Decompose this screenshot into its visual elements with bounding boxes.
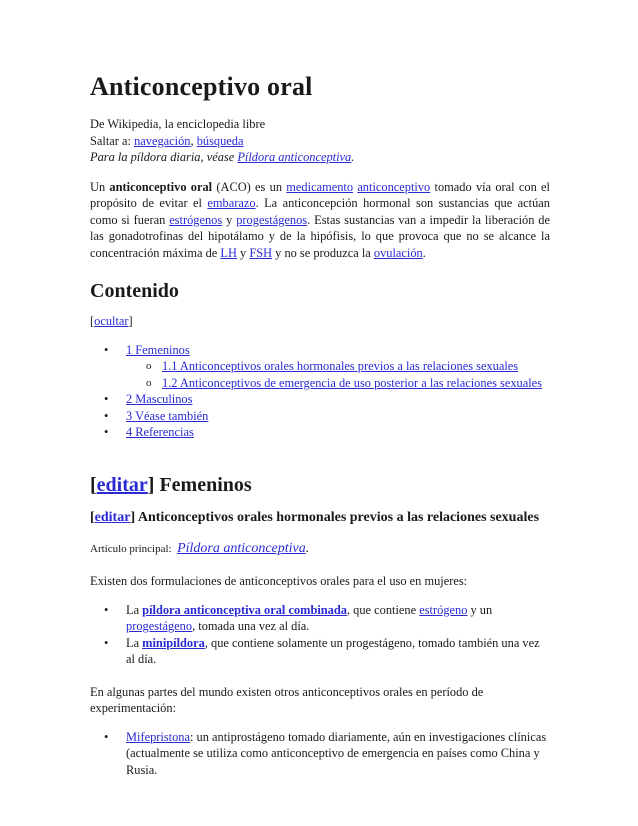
main-article-suffix: . [305, 540, 310, 556]
toc-link-referencias[interactable]: 4 Referencias [126, 425, 194, 439]
bullet-icon: • [104, 392, 109, 406]
toc-item [90, 391, 550, 408]
bullet-icon: • [104, 602, 109, 617]
main-article-prefix: Artículo principal: [90, 542, 172, 555]
bullet-icon: • [104, 425, 109, 439]
toc-subitem [90, 375, 550, 392]
intro-paragraph [90, 179, 550, 262]
link-minipildora[interactable]: minipíldora [142, 635, 205, 650]
intro-text: y no se produzca la [272, 245, 374, 260]
jump-prefix: Saltar a: [90, 133, 131, 148]
link-fsh[interactable]: FSH [249, 245, 273, 260]
link-embarazo[interactable]: embarazo [207, 196, 256, 210]
toc-toggle [90, 313, 550, 330]
intro-text: . Estas sustancias van a impedir la liberación de las gonadotrofinas del hipotálamo y de la hipófisis, lo que provoca que no se alcance la concentración máxima de [90, 212, 551, 260]
edit-bracket: [ [90, 509, 95, 525]
link-estrogeno[interactable]: estrógeno [419, 602, 468, 617]
subsection-heading-hormonales [90, 509, 550, 527]
paragraph-formulaciones: Existen dos formulaciones de anticonceptivos orales para el uso en mujeres: [90, 574, 468, 588]
main-article-link[interactable]: Píldora anticonceptiva [177, 540, 306, 556]
edit-bracket: ] [147, 473, 155, 496]
toc-link-masculinos[interactable]: 2 Masculinos [126, 392, 193, 406]
intro-text: . La anticoncepción hormonal son sustancias que actúan como si fueran [90, 196, 550, 227]
intro-text: . [422, 245, 426, 260]
jump-navigation-link[interactable]: navegación [134, 133, 191, 148]
toc-link-hormonales[interactable]: 1.1 Anticonceptivos orales hormonales previos a las relaciones sexuales [162, 359, 519, 373]
toc-heading: Contenido [90, 280, 179, 302]
link-pildora-combinada[interactable]: píldora anticonceptiva oral combinada [142, 602, 347, 617]
main-article-note [90, 541, 550, 558]
toc-hide-link[interactable]: ocultar [94, 314, 129, 328]
edit-link[interactable]: editar [96, 473, 148, 496]
intro-text: y [222, 212, 237, 227]
edit-bracket: [ [90, 473, 97, 496]
bullet-icon: • [104, 729, 109, 744]
jump-search-link[interactable]: búsqueda [196, 133, 244, 148]
intro-text: (ACO) es un [212, 179, 287, 194]
list-item [90, 602, 550, 635]
toc-toggle-bracket: ] [128, 314, 133, 328]
intro-text: tomado vía oral con el propósito de evitar el [90, 179, 550, 210]
list-text: , tomada una vez al día. [192, 619, 310, 633]
list-text: : un antiprostágeno tomado diariamente, aún en investigaciones clínicas (actualmente se utiliza como anticonceptivo de emergencia en países como China y Rusia. [126, 729, 547, 777]
list-text: , que contiene [346, 602, 420, 617]
list-text: , que contiene solamente un progestágeno, tomado también una vez al día. [126, 635, 540, 666]
hatnote [90, 149, 550, 166]
jump-links [90, 133, 550, 150]
formulations-list [90, 602, 550, 668]
toc-subitem [90, 358, 550, 375]
paragraph-experimentacion: En algunas partes del mundo existen otros anticonceptivos orales en período de experimentación: [90, 684, 484, 715]
link-lh[interactable]: LH [220, 245, 237, 260]
list-item [90, 635, 550, 668]
link-ovulacion[interactable]: ovulación [373, 245, 423, 260]
link-anticonceptivo[interactable]: anticonceptivo [357, 179, 431, 194]
intro-text: y [236, 245, 250, 260]
article [90, 72, 550, 778]
section-title: Femeninos [154, 473, 252, 496]
link-mifepristona[interactable]: Mifepristona [126, 729, 191, 744]
toc-item [90, 408, 550, 425]
toc-link-femeninos[interactable]: 1 Femeninos [126, 342, 190, 357]
hatnote-link[interactable]: Píldora anticonceptiva [237, 150, 352, 164]
list-text: La [126, 602, 143, 617]
circle-bullet-icon: o [146, 376, 152, 389]
toc-item [90, 424, 550, 441]
edit-link[interactable]: editar [94, 509, 131, 525]
link-estrogenos[interactable]: estrógenos [169, 212, 223, 227]
link-medicamento[interactable]: medicamento [286, 179, 354, 194]
section-heading-femeninos [90, 473, 550, 497]
hatnote-suffix: . [351, 150, 355, 164]
list-text: La [126, 635, 143, 650]
circle-bullet-icon: o [146, 360, 152, 372]
link-progestagenos[interactable]: progestágenos [236, 212, 308, 227]
bullet-icon: • [104, 635, 109, 650]
edit-bracket: ] [130, 509, 136, 525]
list-item [90, 729, 550, 779]
table-of-contents [90, 342, 550, 441]
toc-link-emergencia[interactable]: 1.2 Anticonceptivos de emergencia de uso posterior a las relaciones sexuales [162, 375, 542, 390]
toc-link-vease-tambien[interactable]: 3 Véase también [126, 408, 209, 423]
jump-separator: , [190, 133, 194, 148]
toc-toggle-bracket: [ [90, 314, 95, 328]
bullet-icon: • [104, 408, 109, 423]
page-title: Anticonceptivo oral [90, 72, 313, 101]
bullet-icon: • [104, 342, 109, 357]
site-subtitle: De Wikipedia, la enciclopedia libre [90, 117, 266, 131]
hatnote-prefix: Para la píldora diaria, véase [90, 150, 235, 164]
experimental-list [90, 729, 550, 779]
list-text: y un [467, 602, 493, 617]
intro-text: Un [90, 179, 110, 194]
subsection-title: Anticonceptivos orales hormonales previos a las relaciones sexuales [135, 509, 540, 525]
toc-item [90, 342, 550, 392]
intro-bold-term: anticonceptivo oral [109, 179, 213, 194]
link-progestageno[interactable]: progestágeno [126, 619, 193, 633]
